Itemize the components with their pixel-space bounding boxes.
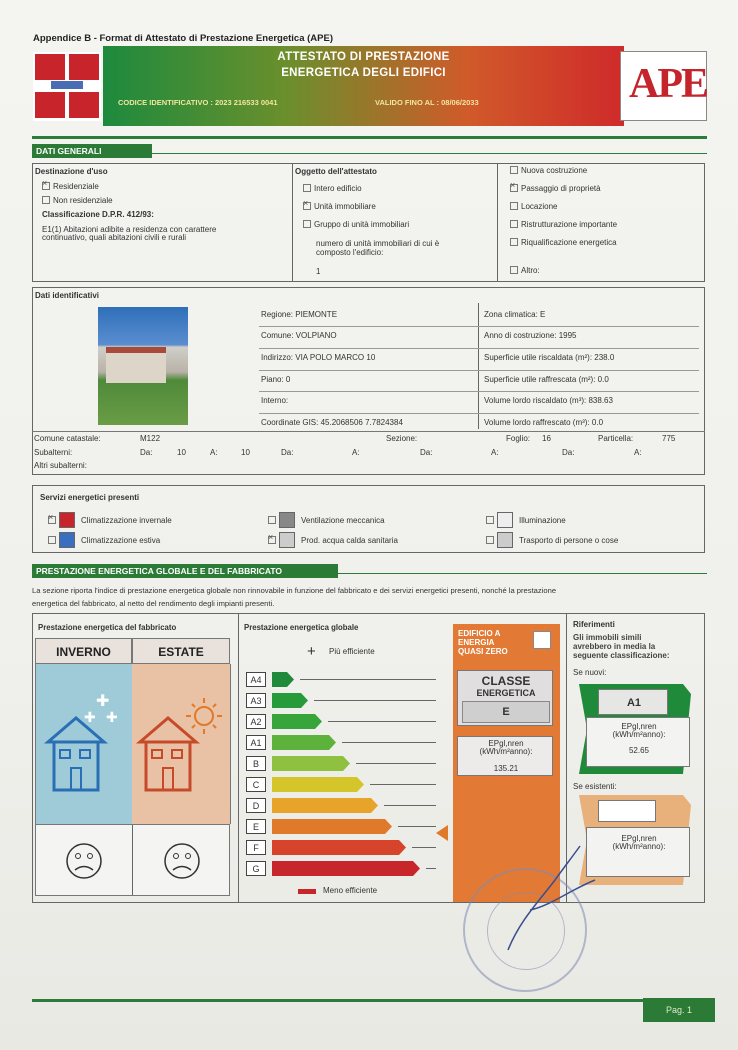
classificazione-line2: continuativo, quali abitazioni civili e rurali xyxy=(42,233,187,242)
checkbox-icon xyxy=(42,196,50,204)
da-label: Da: xyxy=(562,448,575,457)
servizio-trasporto[interactable] xyxy=(486,533,618,549)
servizio-ventilazione[interactable] xyxy=(268,513,385,529)
passaggio-label: Passaggio di proprietà xyxy=(521,184,601,193)
classe-value: E xyxy=(502,706,510,718)
foglio-value: 16 xyxy=(542,434,551,443)
epgl-value: 135.21 xyxy=(493,764,519,773)
signature xyxy=(500,840,600,960)
non-residenziale-label: Non residenziale xyxy=(53,196,113,205)
classificazione-line1: E1(1) Abitazioni adibite a residenza con carattere xyxy=(42,225,217,234)
energetica-label: ENERGETICA xyxy=(476,688,536,698)
column-divider xyxy=(478,303,479,429)
estate-panel xyxy=(132,664,231,824)
row-divider xyxy=(259,326,699,327)
page-number: Pag. 1 xyxy=(643,998,715,1022)
svg-text:✚: ✚ xyxy=(106,710,118,726)
a-label: A: xyxy=(352,448,360,457)
superficie-raffrescata: Superficie utile raffrescata (m²): 0.0 xyxy=(484,375,609,384)
prestazione-intro-line1: La sezione riporta l'indice di prestazione energetica globale non rinnovabile in funzione del fabbricato e dei servizi energetici presenti, nonché la prestazione xyxy=(32,586,557,595)
se-nuovi-label: Se nuovi: xyxy=(573,668,607,677)
classe-box xyxy=(457,670,553,726)
sezione-label: Sezione: xyxy=(386,434,418,443)
classe-label: CLASSE xyxy=(481,674,531,688)
nuova-label: Nuova costruzione xyxy=(521,166,588,175)
altri-subalterni-label: Altri subalterni: xyxy=(34,461,87,470)
cooling-icon xyxy=(59,532,75,548)
elevator-icon xyxy=(497,532,513,548)
riferimenti-text-line3: seguente classificazione: xyxy=(573,651,670,660)
checkbox-passaggio-proprieta[interactable] xyxy=(510,184,601,193)
piu-efficiente-label: Più efficiente xyxy=(329,647,375,656)
epgl-label: EPgl,nren xyxy=(488,739,524,748)
red-legend-swatch xyxy=(298,889,316,894)
inverno-header: INVERNO xyxy=(35,638,132,664)
particella-value: 775 xyxy=(662,434,676,443)
nzeb-line1: EDIFICIO A xyxy=(458,629,501,638)
warm-house-icon xyxy=(132,664,230,824)
esistenti-class-box xyxy=(598,800,656,822)
ventilation-icon xyxy=(279,512,295,528)
header-divider xyxy=(32,136,707,139)
energy-class-label: B xyxy=(246,756,266,771)
energy-class-bar-d xyxy=(272,798,378,813)
servizio-clima-estiva[interactable] xyxy=(48,533,160,549)
altro-label: Altro: xyxy=(521,266,540,275)
nuovi-class-box xyxy=(598,689,668,715)
anno-costruzione: Anno di costruzione: 1995 xyxy=(484,331,577,340)
particella-label: Particella: xyxy=(598,434,634,443)
nzeb-line2: ENERGIA xyxy=(458,638,495,647)
column-divider xyxy=(292,163,293,282)
energy-class-line xyxy=(328,721,436,722)
row-divider xyxy=(32,431,705,432)
energy-class-line xyxy=(398,826,436,827)
globale-title: Prestazione energetica globale xyxy=(244,623,359,632)
svg-text:✚: ✚ xyxy=(84,710,96,726)
energy-class-label: D xyxy=(246,798,266,813)
classe-value-box xyxy=(462,701,550,723)
checkbox-non-residenziale[interactable] xyxy=(42,196,113,205)
dati-identificativi-title: Dati identificativi xyxy=(35,291,100,300)
energy-class-bar-a2 xyxy=(272,714,322,729)
checked-box-icon xyxy=(510,184,518,192)
a-label: A: xyxy=(491,448,499,457)
riferimenti-text-line2: avrebbero in media la xyxy=(573,642,656,651)
riqualificazione-label: Riqualificazione energetica xyxy=(521,238,617,247)
esistenti-epgl-box xyxy=(586,827,690,877)
energy-class-line xyxy=(370,784,436,785)
destinazione-title: Destinazione d'uso xyxy=(35,167,108,176)
energy-class-label: G xyxy=(246,861,266,876)
column-divider xyxy=(497,163,498,282)
checkbox-icon xyxy=(510,238,518,246)
classificazione-title: Classificazione D.P.R. 412/93: xyxy=(42,210,154,219)
checkbox-ristrutturazione[interactable] xyxy=(510,220,617,229)
servizio-label: Illuminazione xyxy=(519,516,566,526)
sub-a-value: 10 xyxy=(241,448,250,457)
epgl-unit: (kWh/m²anno): xyxy=(479,747,533,756)
servizio-acqua-calda[interactable] xyxy=(268,533,398,549)
indirizzo: Indirizzo: VIA POLO MARCO 10 xyxy=(261,353,376,362)
section-dati-generali: DATI GENERALI xyxy=(32,144,152,158)
lighting-icon xyxy=(497,512,513,528)
checkbox-icon xyxy=(486,536,494,544)
heating-icon xyxy=(59,512,75,528)
regione: Regione: PIEMONTE xyxy=(261,310,338,319)
subalterni-label: Subalterni: xyxy=(34,448,73,457)
energy-class-bar-g xyxy=(272,861,420,876)
energy-class-label: A1 xyxy=(246,735,266,750)
fabbricato-title: Prestazione energetica del fabbricato xyxy=(38,623,177,632)
header-title-line1: ATTESTATO DI PRESTAZIONE xyxy=(277,51,450,63)
class-pointer-arrow xyxy=(436,824,454,842)
energy-class-label: C xyxy=(246,777,266,792)
interno: Interno: xyxy=(261,396,289,405)
energy-class-bar-c xyxy=(272,777,364,792)
servizio-illuminazione[interactable] xyxy=(486,513,566,529)
house-shape xyxy=(106,347,166,383)
nuovi-epgl-value: 52.65 xyxy=(628,746,650,755)
sad-face-icons xyxy=(36,825,231,895)
nzeb-line3: QUASI ZERO xyxy=(458,647,508,656)
servizio-label: Ventilazione meccanica xyxy=(301,516,385,526)
checked-box-icon xyxy=(48,516,56,524)
nuovi-class: A1 xyxy=(626,697,642,709)
piano: Piano: 0 xyxy=(261,375,291,384)
servizio-label: Climatizzazione estiva xyxy=(81,536,161,546)
inverno-panel xyxy=(35,664,133,824)
checkbox-icon xyxy=(48,536,56,544)
energy-class-label: E xyxy=(246,819,266,834)
gruppo-label: Gruppo di unità immobiliari xyxy=(314,220,410,229)
ape-logo xyxy=(620,51,707,121)
numero-unita-value: 1 xyxy=(316,267,321,276)
energy-class-line xyxy=(412,847,436,848)
checkbox-icon xyxy=(303,184,311,192)
a-label: A: xyxy=(210,448,218,457)
comune: Comune: VOLPIANO xyxy=(261,331,337,340)
energy-class-label: A4 xyxy=(246,672,266,687)
header-banner xyxy=(103,46,624,126)
volume-riscaldato: Volume lordo riscaldato (m³): 838.63 xyxy=(484,396,613,405)
ristrutturazione-label: Ristrutturazione importante xyxy=(521,220,618,229)
plus-icon: + xyxy=(307,643,316,660)
building-photo xyxy=(98,307,188,425)
energy-class-line xyxy=(356,763,436,764)
oggetto-title: Oggetto dell'attestato xyxy=(295,167,377,176)
nuovi-epgl-unit: (kWh/m²anno): xyxy=(612,730,666,739)
se-esistenti-label: Se esistenti: xyxy=(573,782,617,791)
nuovi-epgl-box xyxy=(586,717,690,767)
esistenti-epgl-label: EPgl,nren xyxy=(621,834,657,843)
riferimenti-text-line1: Gli immobili simili xyxy=(573,633,642,642)
da-label: Da: xyxy=(420,448,433,457)
comune-catastale-value: M122 xyxy=(140,434,161,443)
header-title-line2: ENERGETICA DEGLI EDIFICI xyxy=(281,67,446,79)
checkbox-gruppo-unita[interactable] xyxy=(303,220,409,229)
checkbox-icon xyxy=(268,516,276,524)
energy-class-label: A3 xyxy=(246,693,266,708)
energy-class-bar-a1 xyxy=(272,735,336,750)
coordinate-gis: Coordinate GIS: 45.2068506 7.7824384 xyxy=(261,418,403,427)
column-divider xyxy=(238,613,239,903)
checked-box-icon xyxy=(268,536,276,544)
energy-class-bar-e xyxy=(272,819,392,834)
nuovi-epgl-label: EPgl,nren xyxy=(621,722,657,731)
row-divider xyxy=(259,391,699,392)
servizi-title: Servizi energetici presenti xyxy=(40,493,140,502)
hot-water-icon xyxy=(279,532,295,548)
row-divider xyxy=(259,413,699,414)
checkbox-icon xyxy=(510,220,518,228)
comune-catastale-label: Comune catastale: xyxy=(34,434,101,443)
checkbox-intero-edificio[interactable] xyxy=(303,184,362,193)
nzeb-checkbox[interactable] xyxy=(533,631,551,649)
meno-efficiente-label: Meno efficiente xyxy=(323,886,378,895)
prestazione-intro-line2: energetica del fabbricato, al netto del rendimento degli impianti presenti. xyxy=(32,599,275,608)
esistenti-epgl-unit: (kWh/m²anno): xyxy=(612,842,666,851)
checkbox-altro[interactable] xyxy=(510,266,540,275)
checkbox-riqualificazione[interactable] xyxy=(510,238,617,247)
ape-logo-text: APE xyxy=(629,61,707,107)
servizio-label: Trasporto di persone o cose xyxy=(519,536,619,546)
energy-class-line xyxy=(314,700,436,701)
energy-class-bar-f xyxy=(272,840,406,855)
section-divider xyxy=(152,153,707,154)
energy-class-bar-b xyxy=(272,756,350,771)
a-label: A: xyxy=(634,448,642,457)
da-label: Da: xyxy=(140,448,153,457)
energy-class-label: F xyxy=(246,840,266,855)
piemonte-flag-logo xyxy=(33,52,101,121)
svg-text:✚: ✚ xyxy=(96,691,110,710)
checkbox-unita-immobiliare[interactable] xyxy=(303,202,376,211)
checkbox-icon xyxy=(510,266,518,274)
row-divider xyxy=(259,370,699,371)
section-divider xyxy=(338,573,707,574)
checkbox-icon xyxy=(486,516,494,524)
section-prestazione: PRESTAZIONE ENERGETICA GLOBALE E DEL FABBRICATO xyxy=(32,564,338,578)
checked-box-icon xyxy=(303,202,311,210)
unita-label: Unità immobiliare xyxy=(314,202,376,211)
servizio-clima-invernale[interactable] xyxy=(48,513,172,529)
valid-until: VALIDO FINO AL : 08/06/2033 xyxy=(375,98,479,107)
numero-unita-line2: composto l'edificio: xyxy=(316,248,384,257)
identification-code: CODICE IDENTIFICATIVO : 2023 216533 0041 xyxy=(118,98,278,107)
energy-class-bar-a3 xyxy=(272,693,308,708)
row-divider xyxy=(259,348,699,349)
foglio-label: Foglio: xyxy=(506,434,531,443)
servizio-label: Climatizzazione invernale xyxy=(81,516,172,526)
checkbox-residenziale[interactable] xyxy=(42,182,99,191)
energy-class-line xyxy=(300,679,436,680)
checkbox-nuova-costruzione[interactable] xyxy=(510,166,587,175)
superficie-riscaldata: Superficie utile riscaldata (m²): 238.0 xyxy=(484,353,615,362)
checked-box-icon xyxy=(42,182,50,190)
checkbox-icon xyxy=(303,220,311,228)
energy-class-line xyxy=(426,868,436,869)
energy-class-label: A2 xyxy=(246,714,266,729)
numero-unita-line1: numero di unità immobiliari di cui è xyxy=(316,239,440,248)
epgl-box xyxy=(457,736,553,776)
footer-divider xyxy=(32,999,715,1002)
cold-house-icon xyxy=(36,664,133,824)
checkbox-icon xyxy=(510,202,518,210)
intero-label: Intero edificio xyxy=(314,184,362,193)
appendix-title: Appendice B - Format di Attestato di Prestazione Energetica (APE) xyxy=(33,33,334,44)
sub-da-value: 10 xyxy=(177,448,186,457)
checkbox-locazione[interactable] xyxy=(510,202,557,211)
residenziale-label: Residenziale xyxy=(53,182,99,191)
energy-class-line xyxy=(342,742,436,743)
checkbox-icon xyxy=(510,166,518,174)
servizio-label: Prod. acqua calda sanitaria xyxy=(301,536,398,546)
riferimenti-title: Riferimenti xyxy=(573,620,615,629)
zona-climatica: Zona climatica: E xyxy=(484,310,546,319)
estate-header: ESTATE xyxy=(132,638,230,664)
energy-class-line xyxy=(384,805,436,806)
volume-raffrescato: Volume lordo raffrescato (m³): 0.0 xyxy=(484,418,604,427)
da-label: Da: xyxy=(281,448,294,457)
column-divider xyxy=(132,825,133,895)
locazione-label: Locazione xyxy=(521,202,558,211)
face-panel xyxy=(35,824,230,896)
